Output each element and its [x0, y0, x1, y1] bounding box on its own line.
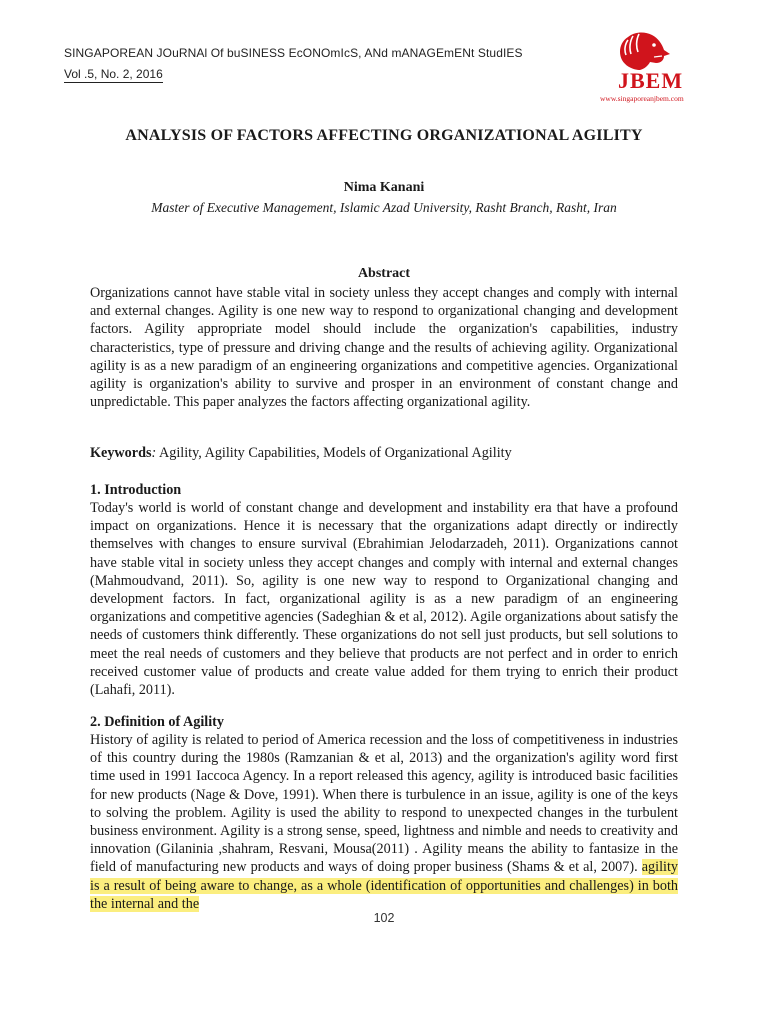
abstract-heading: Abstract: [357, 266, 411, 281]
section-heading-introduction: 1. Introduction: [90, 482, 182, 498]
highlighted-passage[interactable]: agility is a result of being aware to change, as a whole (identification of opportunities and challenges) in both the internal and the: [90, 859, 678, 912]
paper-title: ANALYSIS OF FACTORS AFFECTING ORGANIZATIONAL AGILITY: [125, 127, 643, 144]
definition-text-plain: History of agility is related to period of America recession and the loss of competitiveness in industries of this country during the 1980s (Ramzanian & et al, 2013) and the organization's agility word first time used in 1991 Iaccoca Agency. In a report released this agency, agility is introduced basic facilities for new products (Nage & Dove, 1991). When there is turbulence in an issue, agility is one of the keys to solving the problem. Agility is used the ability to respond to unexpected changes in the turbulent business environment. Agility is a strong sense, speed, lightness and nimble and needs to creativity and innovation (Gilaninia ,shahram, Resvani, Mousa(2011) . Agility means the ability to fantasize in the field of manufacturing new products and ways of doing proper business (Shams & et al, 2007).: [90, 732, 678, 876]
page-number: 102: [373, 911, 395, 925]
abstract-text: Organizations cannot have stable vital in society unless they accept changes and comply with internal and external changes. Agility is one new way to respond to organizational changing and development factors. Agility appropriate model should include the organization's capabilities, industry characteristics, type of pressure and driving change and the results of achieving agility. Organizational agility is as a new paradigm of an engineering organizations and competitive agencies. Organizational agility is organization's ability to survive and prosper in an environment of constant change and unpredictable. This paper analyzes the factors affecting organizational agility.: [90, 285, 678, 411]
author-affiliation: Master of Executive Management, Islamic Azad University, Rasht Branch, Rasht, Iran: [151, 200, 617, 215]
lion-head-icon: [614, 30, 672, 72]
logo-wordmark: JBEM: [618, 68, 684, 93]
keywords-line: [90, 444, 678, 462]
jbem-logo: [596, 30, 708, 106]
keywords-label: Keywords: [90, 445, 152, 461]
section-heading-definition: 2. Definition of Agility: [90, 714, 224, 730]
journal-name: SINGAPOREAN JOuRNAl Of buSINESS EcONOmIcS, ANd mANAGEmENt StudIES: [64, 46, 523, 60]
keywords-text: Agility, Agility Capabilities, Models of Organizational Agility: [156, 445, 512, 461]
author-name: Nima Kanani: [343, 180, 425, 195]
section-text-introduction: Today's world is world of constant change and development and instability era that have a profound impact on organizations. Hence it is necessary that the organizations adapt directly or indirectly themselves with changes to ensure survival (Ebrahimian Jelodarzadeh, 2011). Organizations cannot have stable vital in society unless they accept changes and comply with internal and external changes (Mahmoudvand, 2011). So, agility is one new way to respond to Organizational changing and development factors. In fact, organizational agility is as a new paradigm of an engineering organizations and competitive agencies (Sadeghian & et al, 2012). Agile organizations about satisfy the needs of customers think differently. These organizations do not sell just products, but sell solutions to meet the real needs of customers and they believe that products are not perfect and in order to enrich received customer value of products and create value added for them trying to enrich their product (Lahafi, 2011).: [90, 500, 678, 699]
section-text-definition: [90, 731, 678, 913]
logo-url: www.singaporeanjbem.com: [600, 94, 684, 103]
keywords-separator: :: [151, 445, 157, 461]
journal-volume: Vol .5, No. 2, 2016: [64, 67, 163, 81]
